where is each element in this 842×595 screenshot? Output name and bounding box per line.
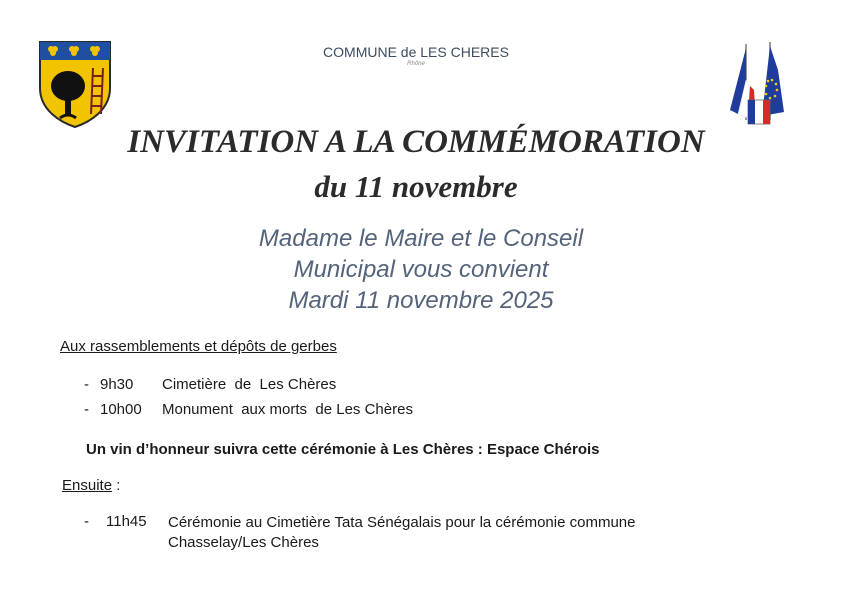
- invitation-line-1: Madame le Maire et le Conseil: [258, 225, 584, 252]
- list-dash: -: [84, 376, 89, 393]
- list-item: [84, 376, 584, 396]
- list-dash: -: [84, 401, 89, 418]
- ceremony-line-1: Cérémonie au Cimetière Tata Sénégalais pour la cérémonie commune: [168, 514, 636, 531]
- item-time: 10h00: [100, 401, 142, 418]
- afterwards-label: Ensuite: [62, 477, 113, 494]
- invitation-line-2: Municipal vous convient: [293, 256, 549, 283]
- list-item: [84, 401, 584, 421]
- invitation-line-3: Mardi 11 novembre 2025: [288, 287, 554, 314]
- list-dash: -: [84, 513, 89, 530]
- item-place: Cimetière de Les Chères: [162, 376, 337, 393]
- ceremony-line-2: Chasselay/Les Chères: [168, 534, 319, 551]
- reception-notice: Un vin d’honneur suivra cette cérémonie à Les Chères : Espace Chérois: [86, 441, 600, 458]
- flags-icon: [726, 40, 792, 126]
- invitation-block: [0, 223, 842, 316]
- region-name: Rhône: [407, 61, 425, 67]
- title-line-2: du 11 novembre: [314, 169, 518, 204]
- gatherings-heading: Aux rassemblements et dépôts de gerbes: [60, 338, 337, 355]
- commune-name: COMMUNE de LES CHERES: [323, 44, 509, 60]
- item-time: 9h30: [100, 376, 134, 393]
- ceremony-time: 11h45: [106, 513, 147, 530]
- afterwards-heading: [62, 477, 120, 494]
- ceremony-description: [168, 513, 688, 553]
- title-line-1: INVITATION A LA COMMÉMORATION: [127, 124, 705, 160]
- afterwards-colon: :: [112, 477, 121, 494]
- item-place: Monument aux morts de Les Chères: [162, 401, 413, 418]
